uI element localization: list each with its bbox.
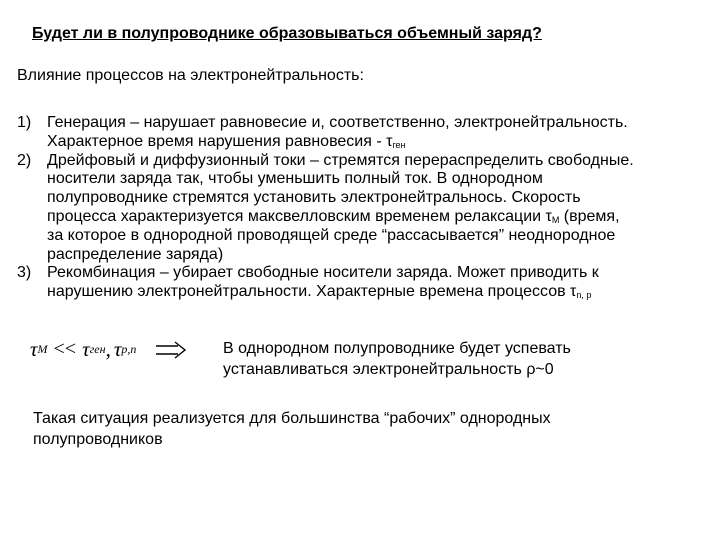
process-list — [17, 114, 717, 302]
item-line: носители заряда так, чтобы уменьшить полный ток. В однородном — [47, 170, 543, 188]
formula-symbol: τ — [30, 337, 38, 361]
time-comparison-formula — [30, 337, 188, 362]
formula-subscript: p,n — [121, 342, 137, 356]
implies-arrow-icon — [154, 340, 188, 360]
item-line-text: Характерное время нарушения равновесия - τ — [47, 132, 393, 150]
item-line — [47, 133, 717, 152]
item-line: Дрейфовый и диффузионный токи – стремятся перераспределить свободные. — [47, 151, 634, 169]
item-line-text: процесса характеризуется максвелловским временем релаксации τ — [47, 207, 552, 225]
item-number: 2) — [17, 151, 32, 169]
formula-operator: << — [53, 338, 77, 360]
subscript: n, p — [576, 290, 592, 301]
item-line: Рекомбинация – убирает свободные носители заряда. Может приводить к — [47, 264, 599, 282]
item-line: за которое в однородной проводящей среде “рассасывается” неоднородное — [47, 226, 616, 244]
intro-text: Влияние процессов на электронейтральность: — [17, 67, 364, 84]
formula-subscript: M — [37, 342, 48, 356]
conclusion-line: Такая ситуация реализуется для большинства “рабочих” однородных — [33, 410, 551, 427]
result-text — [223, 338, 571, 380]
item-number: 3) — [17, 264, 32, 282]
conclusion-text — [33, 408, 551, 450]
result-line: устанавливаться электронейтральность ρ~0 — [223, 361, 554, 378]
list-item-recombination — [17, 264, 717, 302]
item-line-text: (время, — [559, 207, 620, 225]
subscript: M — [551, 214, 560, 225]
slide-title: Будет ли в полупроводнике образовываться объемный заряд? — [32, 25, 542, 42]
item-line: полупроводнике стремятся установить электронейтральнось. Скорость — [47, 189, 581, 207]
formula-symbol: τ — [82, 337, 90, 361]
item-line: распределение заряда) — [47, 245, 224, 263]
result-line: В однородном полупроводнике будет успевать — [223, 340, 571, 357]
list-item-generation — [17, 114, 717, 152]
item-line: Генерация – нарушает равновесие и, соответственно, электронейтральность. — [47, 114, 628, 131]
subscript: ген — [392, 139, 406, 150]
item-number: 1) — [17, 114, 32, 131]
formula-subscript: ген — [89, 342, 106, 356]
item-line-text: нарушению электронейтральности. Характерные времена процессов τ — [47, 283, 577, 301]
conclusion-line: полупроводников — [33, 431, 163, 448]
list-item-drift-diffusion — [17, 152, 717, 265]
formula-symbol: τ — [113, 337, 122, 361]
formula-comma: , — [105, 337, 111, 361]
item-line — [47, 208, 717, 227]
item-line — [47, 283, 717, 302]
